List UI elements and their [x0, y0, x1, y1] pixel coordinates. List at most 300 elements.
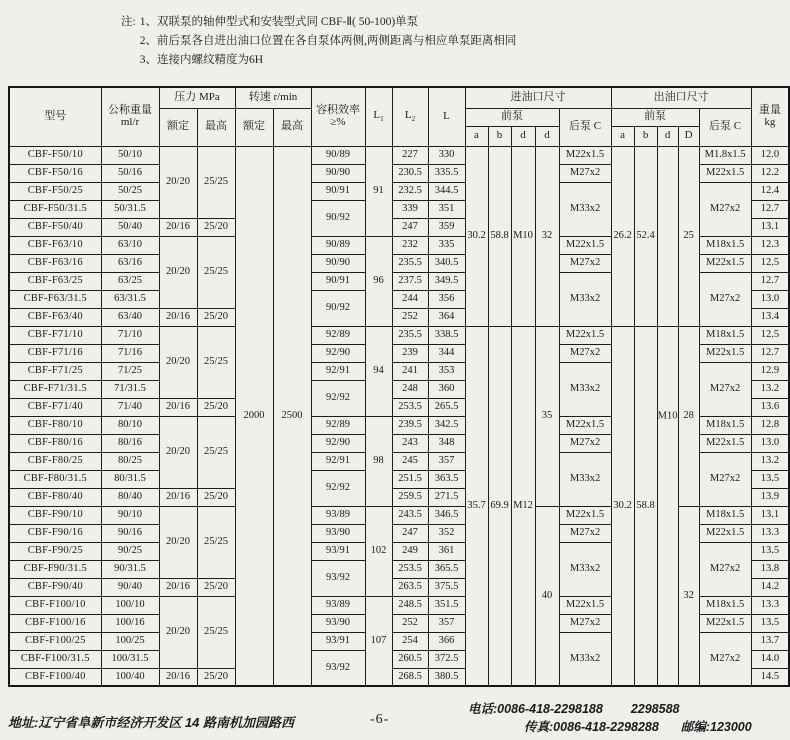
cell-outlet-rear-c: M22x1.5 — [699, 164, 751, 182]
cell-pressure-rated: 20/16 — [159, 308, 197, 326]
cell-weight: 13.0 — [751, 290, 789, 308]
cell-L2: 227 — [392, 146, 428, 164]
cell-L2: 232 — [392, 236, 428, 254]
cell-model: CBF-F90/16 — [9, 524, 101, 542]
cell-efficiency: 92/91 — [311, 362, 365, 380]
cell-L: 265.5 — [428, 398, 465, 416]
cell-L2: 260.5 — [392, 650, 428, 668]
cell-L2: 253.5 — [392, 398, 428, 416]
cell-pressure-rated: 20/20 — [159, 596, 197, 668]
cell-L: 335.5 — [428, 164, 465, 182]
cell-L2: 235.5 — [392, 326, 428, 344]
footer-address: 地址:辽宁省阜新市经济开发区 14 路南机加园路西 — [8, 715, 295, 730]
cell-displacement: 71/40 — [101, 398, 159, 416]
cell-L2: 253.5 — [392, 560, 428, 578]
cell-pressure-rated: 20/20 — [159, 416, 197, 488]
cell-inlet-rear-c: M33x2 — [559, 542, 611, 596]
cell-L1: 96 — [365, 236, 392, 326]
cell-inlet-rear-c: M27x2 — [559, 164, 611, 182]
cell-inlet-b: 58.8 — [488, 146, 511, 326]
cell-pressure-rated: 20/20 — [159, 326, 197, 398]
cell-pressure-rated: 20/16 — [159, 488, 197, 506]
cell-pressure-max: 25/20 — [197, 218, 235, 236]
cell-weight: 12.7 — [751, 272, 789, 290]
inlet-col-b: b — [488, 126, 511, 146]
cell-model: CBF-F50/31.5 — [9, 200, 101, 218]
cell-displacement: 63/40 — [101, 308, 159, 326]
cell-displacement: 50/40 — [101, 218, 159, 236]
col-header-displacement — [101, 87, 159, 146]
cell-efficiency: 93/91 — [311, 542, 365, 560]
note-line-3: 3、连接内螺纹精度为6H — [139, 54, 264, 66]
cell-weight: 12.5 — [751, 326, 789, 344]
cell-L: 349.5 — [428, 272, 465, 290]
cell-weight: 14.5 — [751, 668, 789, 686]
cell-model: CBF-F50/40 — [9, 218, 101, 236]
footer-contact — [468, 700, 752, 736]
note-line-2: 2、前后泵各自进出油口位置在各自泵体两侧,两侧距离与相应单泵距离相同 — [139, 35, 517, 47]
page-number: -6- — [370, 712, 390, 727]
cell-model: CBF-F71/25 — [9, 362, 101, 380]
cell-efficiency: 90/92 — [311, 290, 365, 326]
cell-inlet-d2: 32 — [535, 146, 559, 326]
cell-model: CBF-F90/31.5 — [9, 560, 101, 578]
cell-weight: 13.6 — [751, 398, 789, 416]
cell-displacement: 63/16 — [101, 254, 159, 272]
cell-L: 364 — [428, 308, 465, 326]
cell-inlet-d: M12 — [511, 326, 535, 686]
cell-weight: 13.3 — [751, 596, 789, 614]
cell-model: CBF-F100/25 — [9, 632, 101, 650]
cell-pressure-max: 25/20 — [197, 488, 235, 506]
cell-displacement: 80/10 — [101, 416, 159, 434]
cell-displacement: 80/16 — [101, 434, 159, 452]
cell-L: 340.5 — [428, 254, 465, 272]
cell-outlet-rear-c: M22x1.5 — [699, 344, 751, 362]
cell-weight: 14.2 — [751, 578, 789, 596]
footer-fax-line — [468, 718, 752, 736]
cell-L2: 247 — [392, 218, 428, 236]
cell-inlet-rear-c: M33x2 — [559, 362, 611, 416]
cell-model: CBF-F80/31.5 — [9, 470, 101, 488]
cell-weight: 13.7 — [751, 632, 789, 650]
cell-efficiency: 92/90 — [311, 344, 365, 362]
cell-weight: 12.9 — [751, 362, 789, 380]
cell-displacement: 90/16 — [101, 524, 159, 542]
col-header-efficiency — [311, 87, 365, 146]
cell-L2: 248 — [392, 380, 428, 398]
cell-L: 357 — [428, 452, 465, 470]
cell-model: CBF-F90/25 — [9, 542, 101, 560]
cell-weight: 13.2 — [751, 380, 789, 398]
cell-efficiency: 92/89 — [311, 326, 365, 344]
cell-weight: 12.2 — [751, 164, 789, 182]
cell-displacement: 50/25 — [101, 182, 159, 200]
cell-L2: 339 — [392, 200, 428, 218]
cell-displacement: 80/31.5 — [101, 470, 159, 488]
cell-efficiency: 92/89 — [311, 416, 365, 434]
cell-outlet-rear-c: M18x1.5 — [699, 236, 751, 254]
footer-zip: 邮编:123000 — [680, 720, 752, 734]
cell-L2: 259.5 — [392, 488, 428, 506]
cell-displacement: 100/10 — [101, 596, 159, 614]
cell-inlet-rear-c: M22x1.5 — [559, 146, 611, 164]
cell-L2: 230.5 — [392, 164, 428, 182]
cell-inlet-rear-c: M33x2 — [559, 182, 611, 236]
cell-L: 346.5 — [428, 506, 465, 524]
cell-pressure-max: 25/25 — [197, 506, 235, 578]
cell-outlet-d-value: M10 — [657, 410, 678, 422]
inlet-col-d: d — [511, 126, 535, 146]
cell-efficiency: 90/90 — [311, 254, 365, 272]
cell-displacement: 80/40 — [101, 488, 159, 506]
cell-L: 360 — [428, 380, 465, 398]
cell-outlet-D: 32 — [678, 506, 699, 686]
cell-outlet-D: 25 — [678, 146, 699, 326]
cell-outlet-b: 52.4 — [634, 146, 657, 326]
notes-label: 注: — [121, 16, 136, 28]
spec-table-body — [9, 146, 789, 686]
notes-block — [121, 13, 516, 70]
cell-inlet-rear-c: M22x1.5 — [559, 416, 611, 434]
cell-L2: 249 — [392, 542, 428, 560]
cell-displacement: 50/16 — [101, 164, 159, 182]
cell-L1: 98 — [365, 416, 392, 506]
cell-displacement: 71/10 — [101, 326, 159, 344]
cell-outlet-rear-c: M18x1.5 — [699, 416, 751, 434]
cell-outlet-rear-c: M27x2 — [699, 362, 751, 416]
cell-inlet-rear-c: M22x1.5 — [559, 326, 611, 344]
cell-L: 344.5 — [428, 182, 465, 200]
cell-L: 335 — [428, 236, 465, 254]
cell-weight: 13.5 — [751, 542, 789, 560]
cell-L2: 237.5 — [392, 272, 428, 290]
cell-L2: 243 — [392, 434, 428, 452]
cell-L: 353 — [428, 362, 465, 380]
cell-displacement: 71/25 — [101, 362, 159, 380]
cell-model: CBF-F100/10 — [9, 596, 101, 614]
cell-outlet-a: 30.2 — [611, 326, 634, 686]
outlet-front-pump-header: 前泵 — [611, 108, 699, 126]
cell-model: CBF-F63/31.5 — [9, 290, 101, 308]
outlet-col-b: b — [634, 126, 657, 146]
outlet-col-a: a — [611, 126, 634, 146]
cell-L: 363.5 — [428, 470, 465, 488]
speed-max-header: 最高 — [273, 108, 311, 146]
cell-inlet-rear-c: M33x2 — [559, 452, 611, 506]
cell-weight: 12.7 — [751, 344, 789, 362]
cell-outlet-rear-c: M27x2 — [699, 182, 751, 236]
notes-items — [140, 13, 517, 70]
weight-label-cn: 重量 — [758, 104, 781, 117]
cell-L: 372.5 — [428, 650, 465, 668]
cell-model: CBF-F71/16 — [9, 344, 101, 362]
cell-pressure-rated: 20/16 — [159, 218, 197, 236]
cell-efficiency: 90/89 — [311, 236, 365, 254]
cell-L2: 252 — [392, 308, 428, 326]
inlet-front-pump-header: 前泵 — [465, 108, 559, 126]
cell-displacement: 63/25 — [101, 272, 159, 290]
cell-efficiency: 92/92 — [311, 380, 365, 416]
cell-pressure-rated: 20/20 — [159, 506, 197, 578]
cell-model: CBF-F71/31.5 — [9, 380, 101, 398]
col-header-pressure: 压力 MPa — [159, 87, 235, 108]
cell-L: 366 — [428, 632, 465, 650]
cell-displacement: 63/10 — [101, 236, 159, 254]
cell-weight: 13.1 — [751, 506, 789, 524]
cell-inlet-rear-c: M27x2 — [559, 524, 611, 542]
cell-model: CBF-F90/10 — [9, 506, 101, 524]
cell-pressure-max: 25/20 — [197, 668, 235, 686]
outlet-col-d: d — [657, 126, 678, 146]
col-header-L1: $L_1$ — [365, 87, 392, 146]
cell-model: CBF-F100/31.5 — [9, 650, 101, 668]
cell-efficiency: 93/89 — [311, 596, 365, 614]
cell-L1: 94 — [365, 326, 392, 416]
cell-outlet-rear-c: M22x1.5 — [699, 614, 751, 632]
inlet-rear-pump-header: 后泵 C — [559, 108, 611, 146]
cell-pressure-rated: 20/20 — [159, 236, 197, 308]
cell-outlet-rear-c: M18x1.5 — [699, 506, 751, 524]
cell-L: 361 — [428, 542, 465, 560]
cell-weight: 12.4 — [751, 182, 789, 200]
cell-weight: 13.5 — [751, 470, 789, 488]
cell-L2: 245 — [392, 452, 428, 470]
cell-efficiency: 93/92 — [311, 560, 365, 596]
cell-inlet-a: 30.2 — [465, 146, 488, 326]
cell-displacement: 100/40 — [101, 668, 159, 686]
cell-outlet-b: 58.8 — [634, 326, 657, 686]
cell-L: 348 — [428, 434, 465, 452]
cell-model: CBF-F50/25 — [9, 182, 101, 200]
cell-L2: 252 — [392, 614, 428, 632]
cell-weight: 13.0 — [751, 434, 789, 452]
cell-L2: 263.5 — [392, 578, 428, 596]
cell-inlet-b: 69.9 — [488, 326, 511, 686]
cell-inlet-rear-c: M22x1.5 — [559, 236, 611, 254]
cell-model: CBF-F71/10 — [9, 326, 101, 344]
cell-outlet-a: 26.2 — [611, 146, 634, 326]
cell-speed-max: 2500 — [273, 146, 311, 686]
cell-weight: 13.9 — [751, 488, 789, 506]
note-line-1: 1、双联泵的轴伸型式和安装型式同 CBF-Ⅱ( 50-100)单泵 — [139, 16, 419, 28]
cell-model: CBF-F71/40 — [9, 398, 101, 416]
cell-L2: 268.5 — [392, 668, 428, 686]
cell-model: CBF-F63/40 — [9, 308, 101, 326]
footer-phone-line — [468, 700, 752, 718]
cell-L2: 232.5 — [392, 182, 428, 200]
table-row — [9, 146, 789, 164]
cell-L: 351 — [428, 200, 465, 218]
cell-weight: 12.8 — [751, 416, 789, 434]
cell-L2: 244 — [392, 290, 428, 308]
cell-weight: 13.3 — [751, 524, 789, 542]
cell-pressure-max: 25/25 — [197, 236, 235, 308]
cell-pressure-max: 25/25 — [197, 326, 235, 398]
cell-displacement: 100/25 — [101, 632, 159, 650]
col-header-weight — [751, 87, 789, 146]
pressure-max-header: 最高 — [197, 108, 235, 146]
cell-efficiency: 90/89 — [311, 146, 365, 164]
cell-outlet-rear-c: M22x1.5 — [699, 434, 751, 452]
cell-outlet-D: 28 — [678, 326, 699, 506]
col-header-L: L — [428, 87, 465, 146]
cell-L: 338.5 — [428, 326, 465, 344]
cell-displacement: 50/10 — [101, 146, 159, 164]
cell-weight: 13.5 — [751, 614, 789, 632]
cell-L: 352 — [428, 524, 465, 542]
efficiency-threshold: ≥% — [330, 115, 346, 128]
cell-pressure-max: 25/20 — [197, 308, 235, 326]
cell-outlet-d — [657, 326, 678, 686]
outlet-col-D: D — [678, 126, 699, 146]
cell-L: 357 — [428, 614, 465, 632]
cell-L1: 107 — [365, 596, 392, 686]
cell-inlet-rear-c: M27x2 — [559, 344, 611, 362]
cell-inlet-rear-c: M27x2 — [559, 434, 611, 452]
cell-weight: 12.7 — [751, 200, 789, 218]
cell-efficiency: 93/90 — [311, 614, 365, 632]
cell-efficiency: 90/90 — [311, 164, 365, 182]
cell-pressure-rated: 20/20 — [159, 146, 197, 218]
cell-displacement: 50/31.5 — [101, 200, 159, 218]
cell-L: 375.5 — [428, 578, 465, 596]
cell-displacement: 90/31.5 — [101, 560, 159, 578]
cell-L2: 248.5 — [392, 596, 428, 614]
cell-displacement: 63/31.5 — [101, 290, 159, 308]
cell-outlet-rear-c: M1.8x1.5 — [699, 146, 751, 164]
cell-outlet-rear-c: M27x2 — [699, 542, 751, 596]
cell-displacement: 90/40 — [101, 578, 159, 596]
cell-model: CBF-F80/25 — [9, 452, 101, 470]
cell-displacement: 80/25 — [101, 452, 159, 470]
cell-outlet-d — [657, 146, 678, 326]
col-header-inlet: 进油口尺寸 — [465, 87, 611, 108]
cell-model: CBF-F90/40 — [9, 578, 101, 596]
table-row — [9, 326, 789, 344]
cell-inlet-d2: 35 — [535, 326, 559, 506]
cell-L: 344 — [428, 344, 465, 362]
cell-displacement: 100/31.5 — [101, 650, 159, 668]
cell-L: 365.5 — [428, 560, 465, 578]
cell-pressure-rated: 20/16 — [159, 668, 197, 686]
cell-inlet-rear-c: M22x1.5 — [559, 596, 611, 614]
cell-weight: 14.0 — [751, 650, 789, 668]
outlet-rear-pump-header: 后泵 C — [699, 108, 751, 146]
footer-fax: 传真:0086-418-2298288 — [524, 720, 659, 734]
cell-weight: 13.1 — [751, 218, 789, 236]
cell-displacement: 90/25 — [101, 542, 159, 560]
cell-L2: 247 — [392, 524, 428, 542]
cell-displacement: 90/10 — [101, 506, 159, 524]
cell-displacement: 71/31.5 — [101, 380, 159, 398]
cell-efficiency: 93/91 — [311, 632, 365, 650]
cell-pressure-max: 25/20 — [197, 398, 235, 416]
cell-pressure-max: 25/25 — [197, 416, 235, 488]
cell-model: CBF-F63/16 — [9, 254, 101, 272]
cell-outlet-rear-c: M22x1.5 — [699, 524, 751, 542]
cell-weight: 12.3 — [751, 236, 789, 254]
cell-L: 359 — [428, 218, 465, 236]
cell-efficiency: 92/90 — [311, 434, 365, 452]
displacement-label-cn: 公称重量 — [108, 104, 152, 117]
cell-L1: 91 — [365, 146, 392, 236]
cell-pressure-max: 25/25 — [197, 596, 235, 668]
cell-weight: 13.4 — [751, 308, 789, 326]
cell-displacement: 71/16 — [101, 344, 159, 362]
weight-unit: kg — [764, 115, 776, 128]
cell-L1: 102 — [365, 506, 392, 596]
cell-L2: 235.5 — [392, 254, 428, 272]
spec-table — [8, 86, 790, 687]
cell-L: 351.5 — [428, 596, 465, 614]
cell-L2: 243.5 — [392, 506, 428, 524]
cell-outlet-rear-c: M27x2 — [699, 632, 751, 686]
cell-weight: 12.5 — [751, 254, 789, 272]
cell-L2: 239 — [392, 344, 428, 362]
cell-outlet-rear-c: M22x1.5 — [699, 254, 751, 272]
col-header-model: 型号 — [9, 87, 101, 146]
cell-pressure-rated: 20/16 — [159, 398, 197, 416]
cell-L: 342.5 — [428, 416, 465, 434]
cell-efficiency: 93/89 — [311, 506, 365, 524]
cell-displacement: 100/16 — [101, 614, 159, 632]
footer-phone2: 2298588 — [630, 702, 680, 716]
cell-efficiency: 90/91 — [311, 182, 365, 200]
cell-inlet-d2: 40 — [535, 506, 559, 686]
cell-efficiency: 93/90 — [311, 524, 365, 542]
footer-phone: 电话:0086-418-2298188 — [468, 702, 603, 716]
cell-weight: 12.0 — [751, 146, 789, 164]
col-header-outlet: 出油口尺寸 — [611, 87, 751, 108]
cell-pressure-max: 25/20 — [197, 578, 235, 596]
cell-outlet-rear-c: M27x2 — [699, 272, 751, 326]
col-header-L2: $L_2$ — [392, 87, 428, 146]
cell-weight: 13.2 — [751, 452, 789, 470]
cell-L: 380.5 — [428, 668, 465, 686]
cell-model: CBF-F63/25 — [9, 272, 101, 290]
cell-inlet-a: 35.7 — [465, 326, 488, 686]
displacement-unit: ml/r — [120, 115, 140, 128]
cell-model: CBF-F80/16 — [9, 434, 101, 452]
cell-speed-rated: 2000 — [235, 146, 273, 686]
cell-efficiency: 90/92 — [311, 200, 365, 236]
cell-model: CBF-F100/40 — [9, 668, 101, 686]
inlet-col-d2: d — [535, 126, 559, 146]
cell-model: CBF-F80/10 — [9, 416, 101, 434]
cell-outlet-rear-c: M18x1.5 — [699, 596, 751, 614]
cell-efficiency: 92/91 — [311, 452, 365, 470]
cell-outlet-rear-c: M27x2 — [699, 452, 751, 506]
cell-inlet-rear-c: M27x2 — [559, 614, 611, 632]
cell-model: CBF-F100/16 — [9, 614, 101, 632]
cell-inlet-rear-c: M27x2 — [559, 254, 611, 272]
inlet-col-a: a — [465, 126, 488, 146]
cell-inlet-rear-c: M33x2 — [559, 632, 611, 686]
cell-weight: 13.8 — [751, 560, 789, 578]
cell-L: 330 — [428, 146, 465, 164]
cell-L2: 251.5 — [392, 470, 428, 488]
cell-model: CBF-F63/10 — [9, 236, 101, 254]
cell-efficiency: 92/92 — [311, 470, 365, 506]
cell-inlet-rear-c: M33x2 — [559, 272, 611, 326]
cell-model: CBF-F50/10 — [9, 146, 101, 164]
cell-L: 356 — [428, 290, 465, 308]
cell-L2: 254 — [392, 632, 428, 650]
col-header-speed: 转速 r/min — [235, 87, 311, 108]
efficiency-label-cn: 容积效率 — [316, 104, 360, 117]
cell-L: 271.5 — [428, 488, 465, 506]
